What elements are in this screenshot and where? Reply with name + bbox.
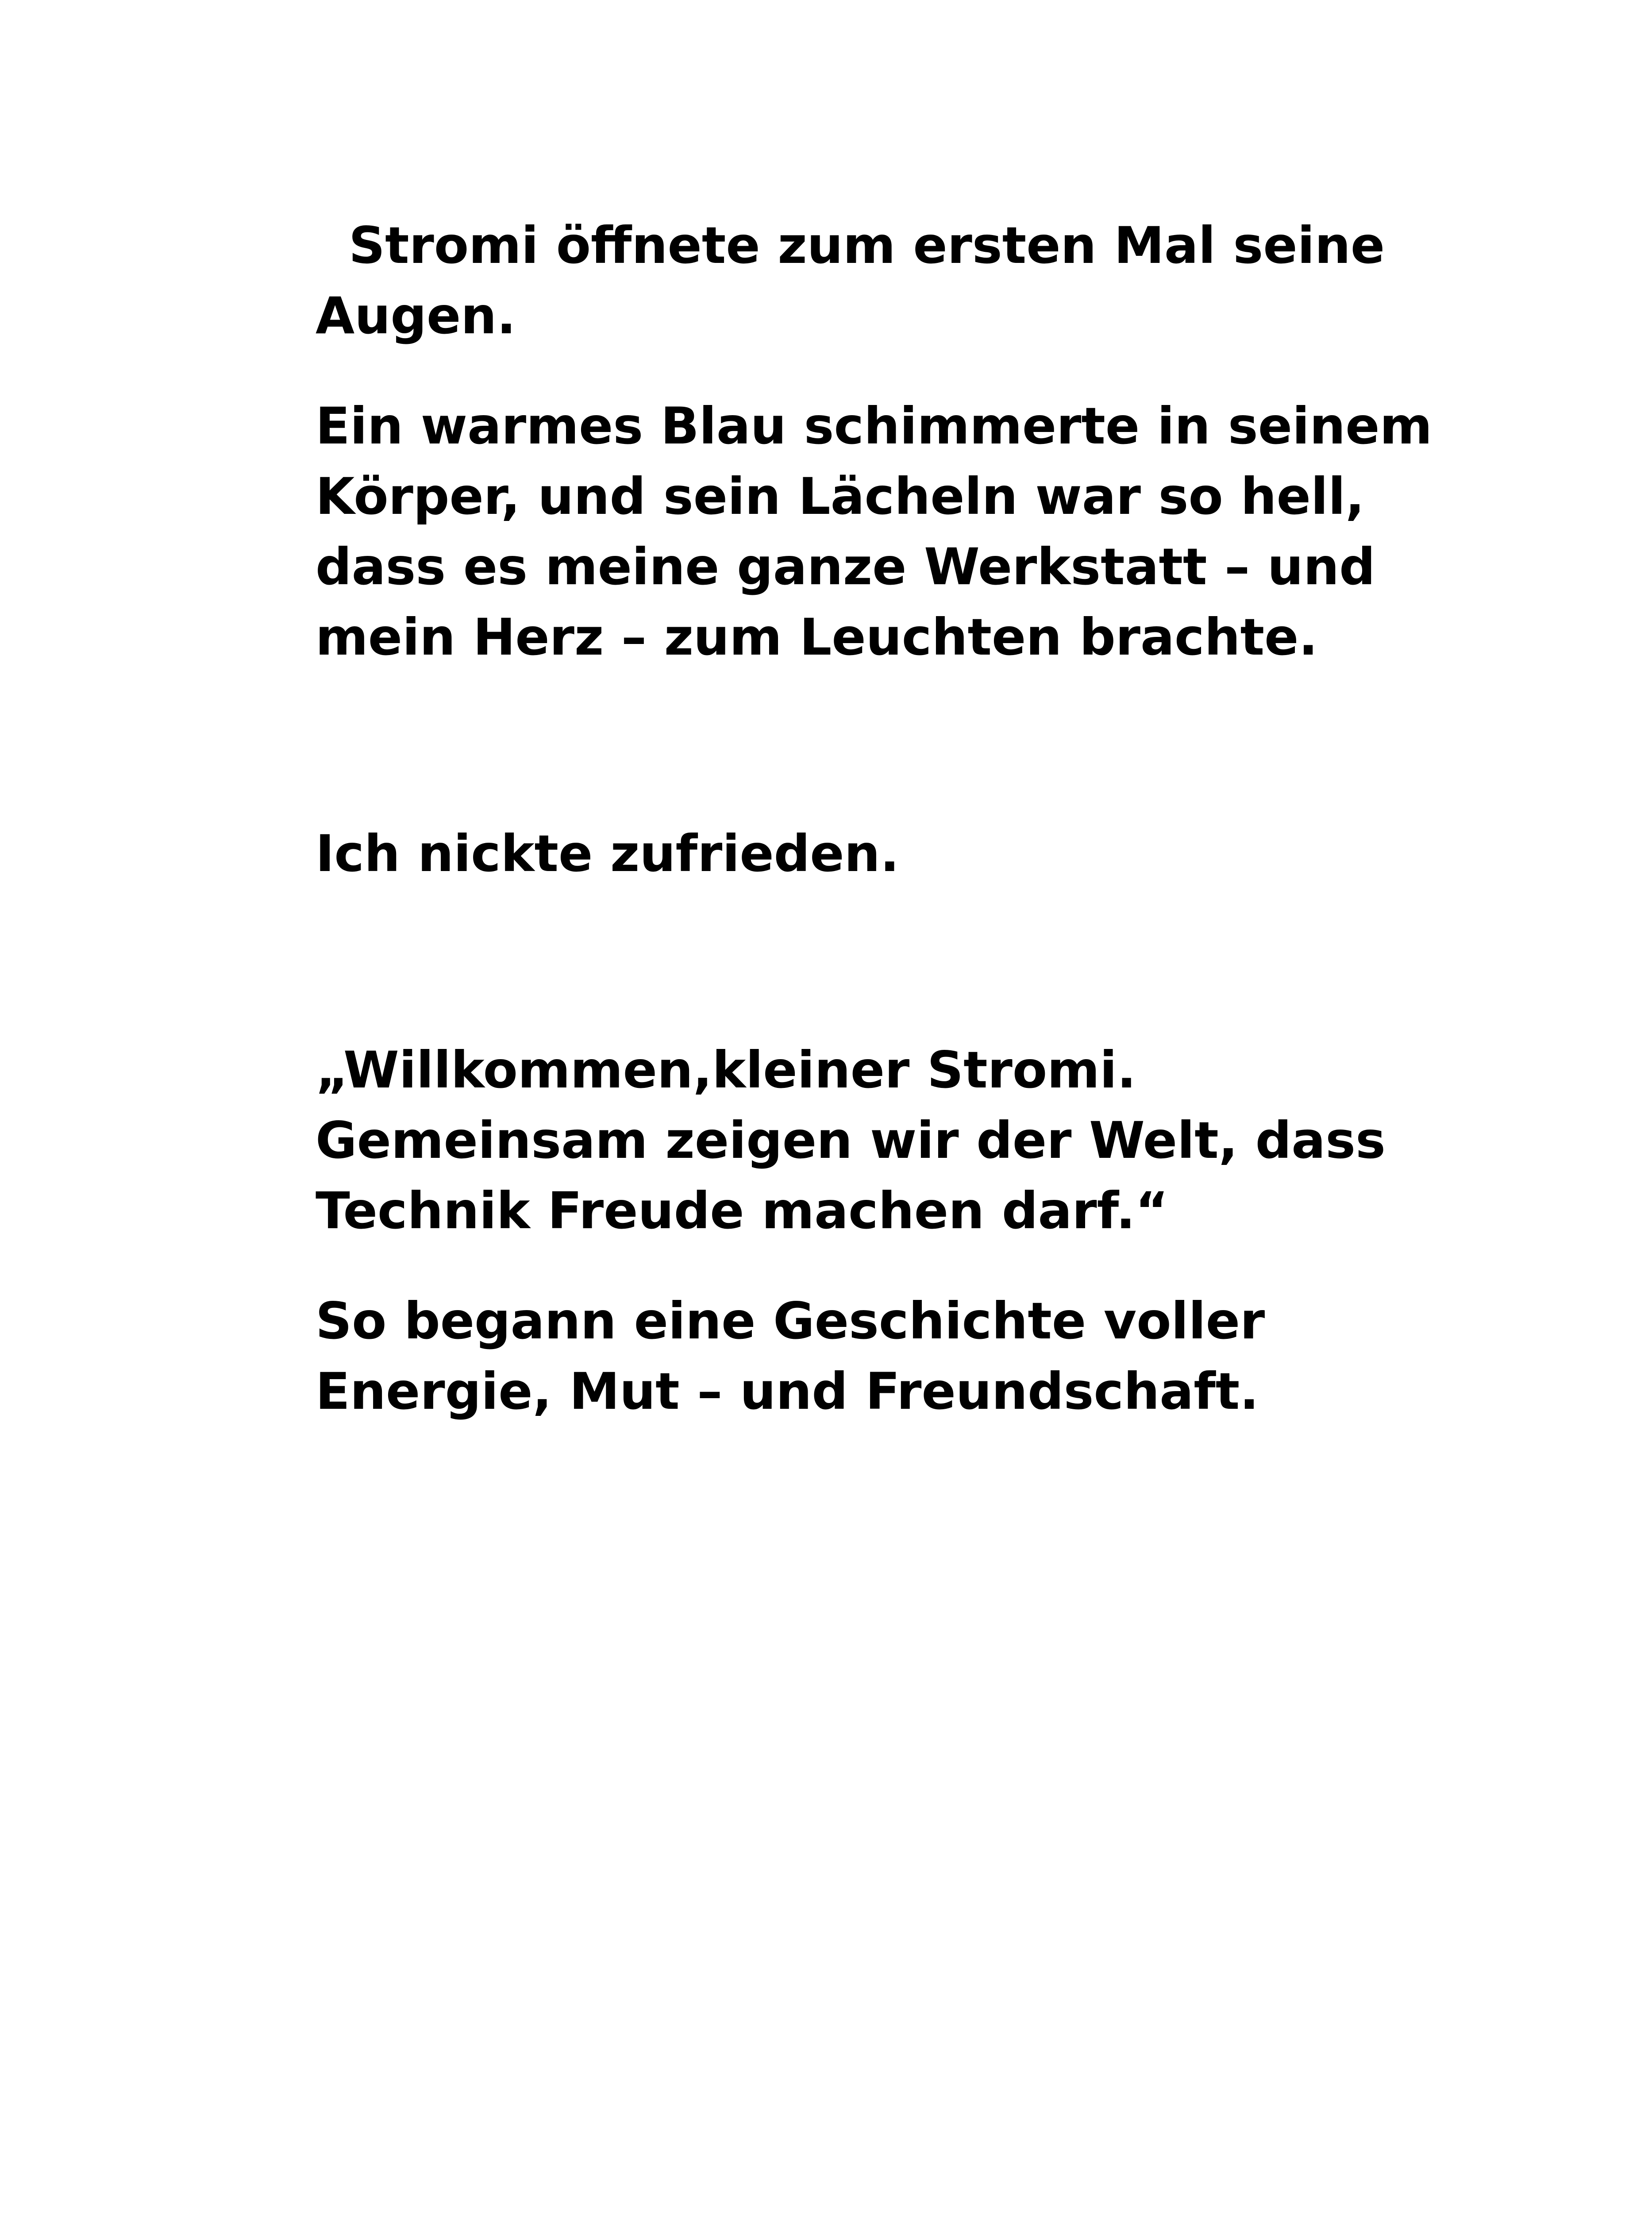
paragraph-story-began: So begann eine Geschichte voller Energie, Mut – und Freundschaft. (316, 1292, 1282, 1421)
paragraph-stromi-opens-eyes: Stromi öffnete zum ersten Mal seine Augen. (316, 216, 1402, 345)
paragraph-spacer (316, 889, 1484, 1035)
paragraph-spacer (316, 672, 1484, 818)
paragraph-warm-blue: Ein warmes Blau schimmerte in seinem Körper, und sein Lächeln war so hell, dass es meine ganze Werkstatt – und mein Herz – zum Leuchten brachte. (316, 397, 1450, 667)
paragraph-nodded: Ich nickte zufrieden. (316, 824, 900, 883)
paragraph-spacer (316, 351, 1484, 391)
paragraph-welcome-quote: „Willkommen,kleiner Stromi. Gemeinsam zeigen wir der Welt, dass Technik Freude machen darf.“ (316, 1041, 1403, 1240)
paragraph-spacer (316, 1246, 1484, 1286)
story-text (316, 210, 1484, 1426)
